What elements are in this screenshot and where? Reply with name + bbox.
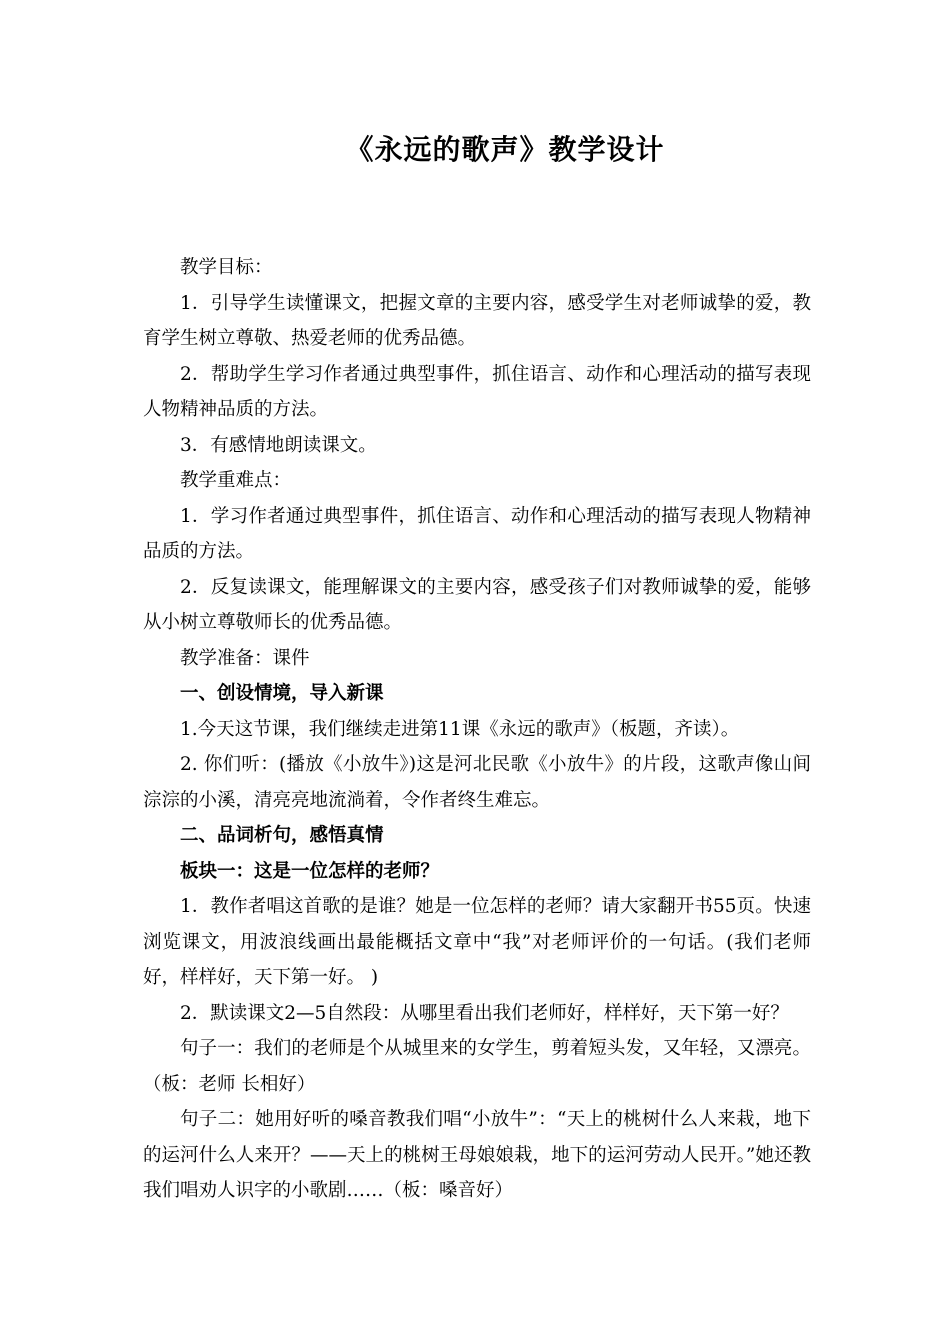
document-body xyxy=(143,250,811,1209)
section-heading: 一、创设情境，导入新课 xyxy=(180,683,384,704)
paragraph: 1．引导学生读懂课文，把握文章的主要内容，感受学生对老师诚挚的爱，教育学生树立尊敬、热爱老师的优秀品德。 xyxy=(143,292,811,349)
paragraph: 2．默读课文2—5自然段：从哪里看出我们老师好，样样好，天下第一好？ xyxy=(180,1002,789,1024)
paragraph: 句子一：我们的老师是个从城里来的女学生，剪着短头发，又年轻，又漂亮。（板：老师 长相好） xyxy=(143,1038,811,1095)
section-heading: 二、品词析句，感悟真情 xyxy=(180,825,384,846)
paragraph: 2．帮助学生学习作者通过典型事件，抓住语言、动作和心理活动的描写表现人物精神品质的方法。 xyxy=(143,363,811,420)
paragraph: 教学目标： xyxy=(180,257,273,278)
paragraph: 句子二：她用好听的嗓音教我们唱“小放牛”：“天上的桃树什么人来栽，地下的运河什么人来开？——天上的桃树王母娘娘栽，地下的运河劳动人民开。”她还教我们唱劝人识字的小歌剧……（板：嗓音好） xyxy=(143,1109,811,1201)
paragraph: 教学准备：课件 xyxy=(180,647,310,669)
document-title: 《永远的歌声》教学设计 xyxy=(345,133,665,166)
paragraph: 教学重难点： xyxy=(180,470,292,491)
paragraph: 1．教作者唱这首歌的是谁？她是一位怎样的老师？请大家翻开书55页。快速浏览课文，用波浪线画出最能概括文章中“我”对老师评价的一句话。(我们老师好，样样好，天下第一好。 ) xyxy=(143,896,811,988)
paragraph: 1．学习作者通过典型事件，抓住语言、动作和心理活动的描写表现人物精神品质的方法。 xyxy=(143,505,811,562)
section-heading: 板块一：这是一位怎样的老师？ xyxy=(180,860,440,882)
paragraph: 3．有感情地朗读课文。 xyxy=(180,434,377,456)
paragraph: 2．反复读课文，能理解课文的主要内容，感受孩子们对教师诚挚的爱，能够从小树立尊敬师长的优秀品德。 xyxy=(143,576,811,633)
paragraph: 2. 你们听：(播放《小放牛》)这是河北民歌《小放牛》的片段，这歌声像山间淙淙的小溪，清亮亮地流淌着，令作者终生难忘。 xyxy=(143,754,811,811)
paragraph: 1.今天这节课，我们继续走进第11课《永远的歌声》（板题，齐读）。 xyxy=(180,718,740,740)
